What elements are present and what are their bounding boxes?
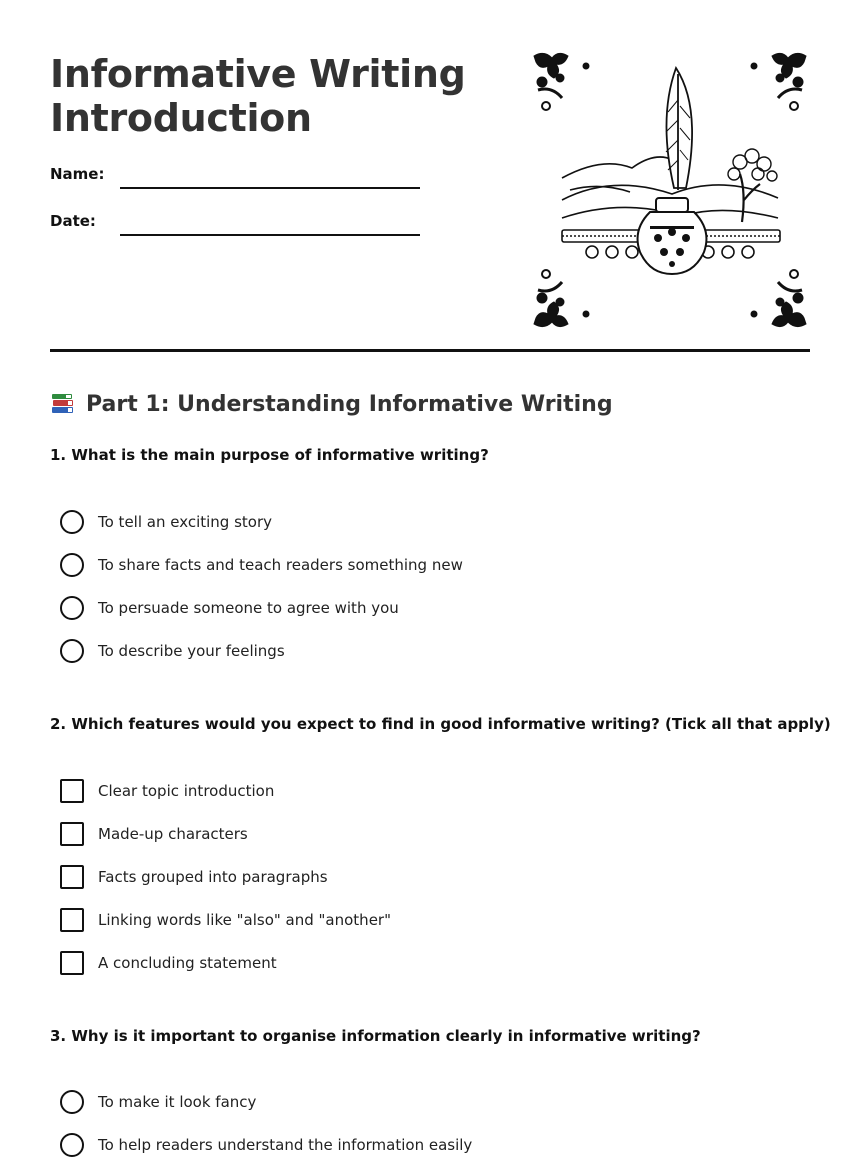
corner-ornament-top-left xyxy=(534,53,589,110)
title-line-2: Introduction xyxy=(50,96,312,140)
option-label: Clear topic introduction xyxy=(98,782,275,800)
option-label: To describe your feelings xyxy=(98,642,285,660)
option-label: To persuade someone to agree with you xyxy=(98,599,399,617)
name-label: Name: xyxy=(50,165,105,183)
part1-header xyxy=(50,389,613,419)
q3-option-1[interactable] xyxy=(60,1089,256,1115)
checkbox[interactable] xyxy=(60,865,84,889)
option-label: To help readers understand the information easily xyxy=(98,1136,473,1154)
radio-button[interactable] xyxy=(60,553,84,577)
option-label: Facts grouped into paragraphs xyxy=(98,868,328,886)
question-2: 2. Which features would you expect to find in good informative writing? (Tick all that apply) xyxy=(50,715,831,733)
question-3: 3. Why is it important to organise information clearly in informative writing? xyxy=(50,1027,701,1045)
question-1: 1. What is the main purpose of informative writing? xyxy=(50,446,489,464)
q1-option-2[interactable] xyxy=(60,552,463,578)
checkbox[interactable] xyxy=(60,908,84,932)
q2-option-4[interactable] xyxy=(60,907,391,933)
option-label: To make it look fancy xyxy=(98,1093,257,1111)
q1-option-3[interactable] xyxy=(60,595,399,621)
q3-option-2[interactable] xyxy=(60,1132,472,1158)
q2-option-3[interactable] xyxy=(60,864,328,890)
checkbox[interactable] xyxy=(60,779,84,803)
radio-button[interactable] xyxy=(60,639,84,663)
option-label: To share facts and teach readers something new xyxy=(98,556,463,574)
date-field[interactable] xyxy=(50,212,430,242)
checkbox[interactable] xyxy=(60,822,84,846)
date-line[interactable] xyxy=(120,234,420,236)
corner-ornament-bottom-right xyxy=(751,270,806,327)
page-title xyxy=(50,52,510,140)
corner-ornament-bottom-left xyxy=(534,270,589,327)
inkwell-quill-illustration xyxy=(530,50,810,330)
option-label: Linking words like "also" and "another" xyxy=(98,911,391,929)
radio-button[interactable] xyxy=(60,510,84,534)
books-icon xyxy=(50,391,76,417)
option-label: A concluding statement xyxy=(98,954,277,972)
q1-option-1[interactable] xyxy=(60,509,272,535)
q2-option-1[interactable] xyxy=(60,778,274,804)
radio-button[interactable] xyxy=(60,1090,84,1114)
header-divider xyxy=(50,349,810,352)
q1-option-4[interactable] xyxy=(60,638,285,664)
checkbox[interactable] xyxy=(60,951,84,975)
option-label: Made-up characters xyxy=(98,825,248,843)
corner-ornament-top-right xyxy=(751,53,806,110)
date-label: Date: xyxy=(50,212,96,230)
q2-option-2[interactable] xyxy=(60,821,248,847)
name-line[interactable] xyxy=(120,187,420,189)
radio-button[interactable] xyxy=(60,596,84,620)
option-label: To tell an exciting story xyxy=(98,513,272,531)
title-line-1: Informative Writing xyxy=(50,52,466,96)
part1-title: Part 1: Understanding Informative Writing xyxy=(86,391,613,417)
q2-option-5[interactable] xyxy=(60,950,277,976)
radio-button[interactable] xyxy=(60,1133,84,1157)
name-field[interactable] xyxy=(50,165,430,195)
